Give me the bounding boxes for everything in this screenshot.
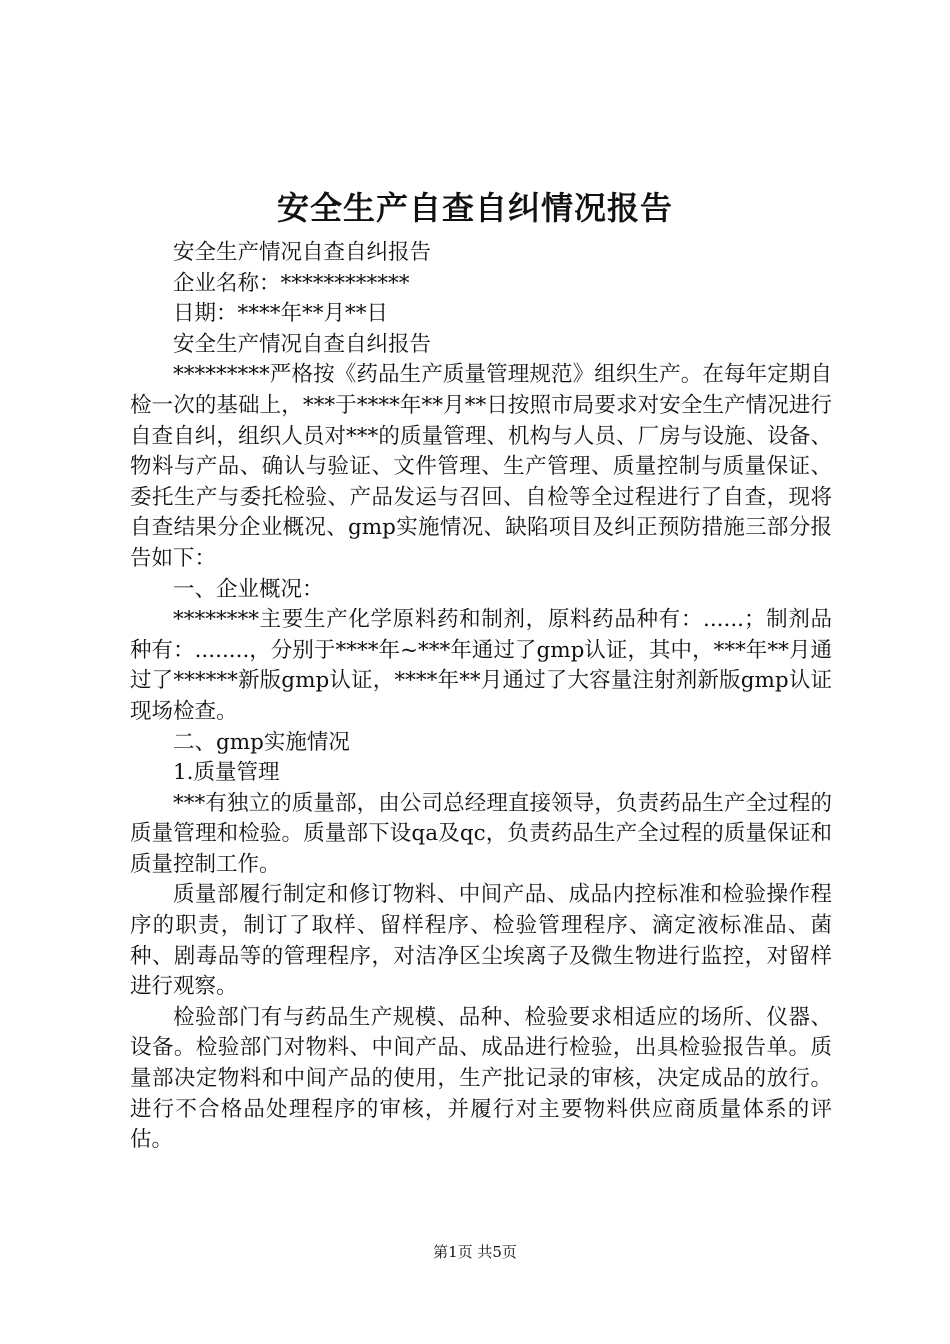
paragraph-report-heading-repeat: 安全生产情况自查自纠报告 [173,331,432,357]
section-heading-gmp-implementation: 二、gmp实施情况 [173,729,350,755]
section-heading-company-overview: 一、企业概况： [173,576,324,602]
document-body [130,238,832,1156]
paragraph-company-overview: ********主要生产化学原料药和制剂，原料药品种有：......；制剂品种有：........，分别于****年~***年通过了gmp认证，其中，***年**月通过了******新版gmp认证，****年**月通过了大容量注射剂新版gmp认证现场检查。 [130,607,832,724]
paragraph-report-heading: 安全生产情况自查自纠报告 [173,240,432,265]
paragraph-company-name: 企业名称：************ [173,270,410,296]
paragraph-quality-responsibilities: 质量部履行制定和修订物料、中间产品、成品内控标准和检验操作程序的职责，制订了取样、留样程序、检验管理程序、滴定液标准品、菌种、剧毒品等的管理程序，对洁净区尘埃离子及微生物进行监控，对留样进行观察。 [130,882,832,1000]
paragraph-date: 日期：****年**月**日 [173,301,389,327]
page-number-footer: 第1页 共5页 [433,1243,517,1261]
paragraph-introduction: *********严格按《药品生产质量管理规范》组织生产。在每年定期自检一次的基础上，***于****年**月**日按照市局要求对安全生产情况进行自查自纠，组织人员对***的质量管理、机构与人员、厂房与设施、设备、物料与产品、确认与验证、文件管理、生产管理、质量控制与质量保证、委托生产与委托检验、产品发运与召回、自检等全过程进行了自查，现将自查结果分企业概况、gmp实施情况、缺陷项目及纠正预防措施三部分报告如下： [130,362,832,571]
paragraph-quality-department: ***有独立的质量部，由公司总经理直接领导，负责药品生产全过程的质量管理和检验。质量部下设qa及qc，负责药品生产全过程的质量保证和质量控制工作。 [130,790,832,877]
document-title: 安全生产自查自纠情况报告 [276,189,673,227]
paragraph-inspection-department: 检验部门有与药品生产规模、品种、检验要求相适应的场所、仪器、设备。检验部门对物料、中间产品、成品进行检验，出具检验报告单。质量部决定物料和中间产品的使用，生产批记录的审核，决定成品的放行。进行不合格品处理程序的审核，并履行对主要物料供应商质量体系的评估。 [130,1004,832,1153]
subsection-heading-quality-management: 1.质量管理 [173,760,280,786]
